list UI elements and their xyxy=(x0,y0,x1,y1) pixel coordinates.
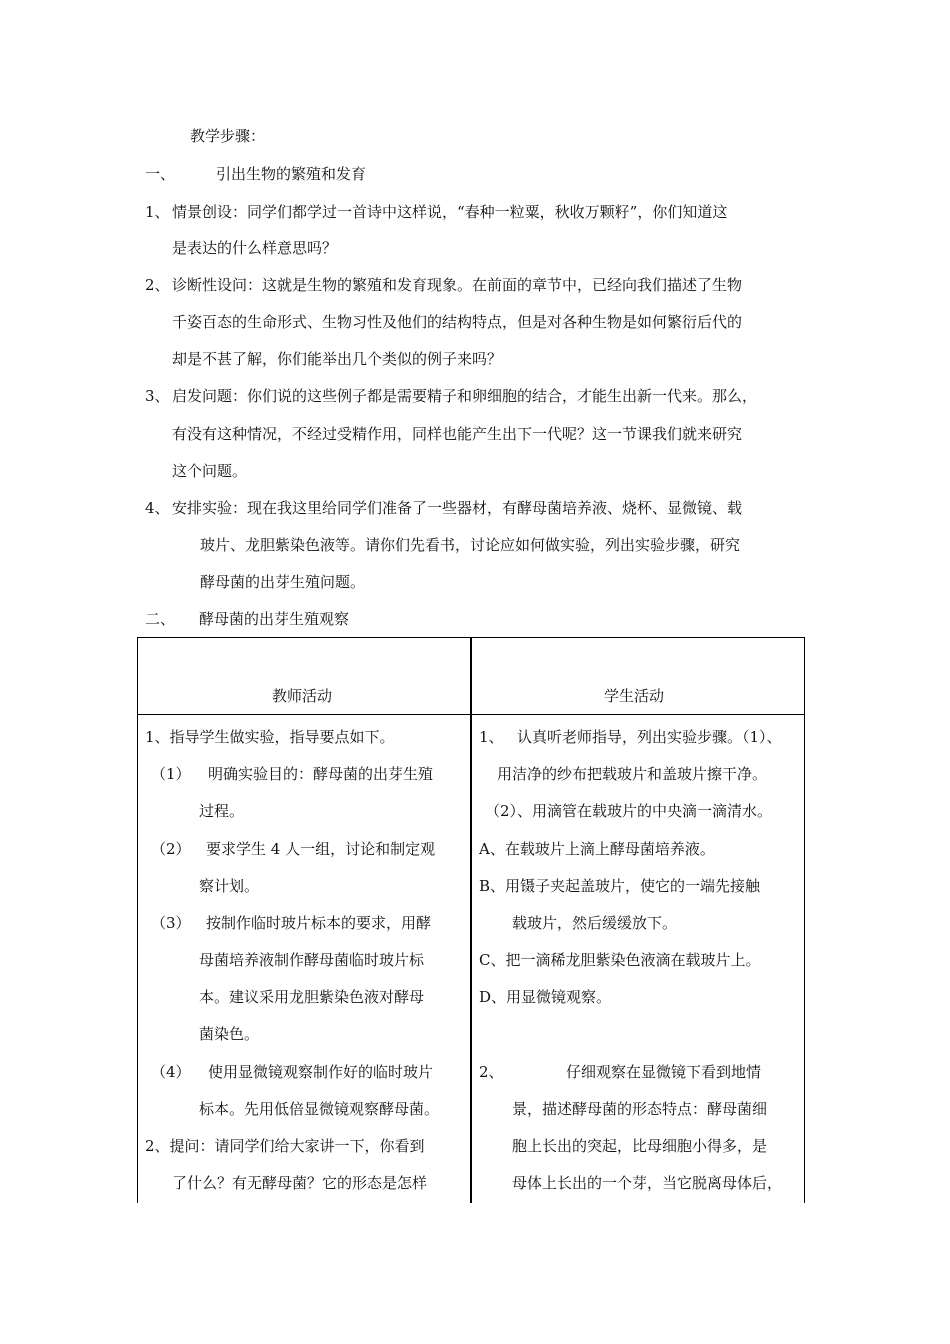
student-step-d: D、用显微镜观察。 xyxy=(479,988,612,1006)
student-step2-line2: 景，描述酵母菌的形态特点：酵母菌细 xyxy=(512,1100,768,1118)
student-step2-line3: 胞上长出的突起，比母细胞小得多，是 xyxy=(512,1137,768,1155)
teacher-question-line2: 了什么？有无酵母菌？它的形态是怎样 xyxy=(172,1174,428,1192)
item1-number: 1、 xyxy=(145,203,170,221)
section1-title: 引出生物的繁殖和发育 xyxy=(216,165,367,183)
teacher-point1-number: （1） xyxy=(151,765,191,783)
teacher-intro: 1、指导学生做实验，指导要点如下。 xyxy=(145,728,395,746)
item3-number: 3、 xyxy=(145,387,170,405)
teacher-point3-number: （3） xyxy=(151,914,191,932)
item2-line3: 却是不甚了解，你们能举出几个类似的例子来吗？ xyxy=(172,350,503,368)
section1-number: 一、 xyxy=(145,165,176,183)
teacher-point3-line4: 菌染色。 xyxy=(199,1025,260,1043)
item4-number: 4、 xyxy=(145,499,170,517)
item4-line1: 安排实验：现在我这里给同学们准备了一些器材，有酵母菌培养液、烧杯、显微镜、载 xyxy=(172,499,743,517)
student-step-c: C、把一滴稀龙胆紫染色液滴在载玻片上。 xyxy=(479,951,761,969)
student-step2-line1: 仔细观察在显微镜下看到地情 xyxy=(566,1063,762,1081)
student-step-b-line2: 载玻片，然后缓缓放下。 xyxy=(512,914,678,932)
teacher-point3-line3: 本。建议采用龙胆紫染色液对酵母 xyxy=(199,988,425,1006)
student-activity-header: 学生活动 xyxy=(604,687,665,705)
student-step1-line2: 用洁净的纱布把载玻片和盖玻片擦干净。 xyxy=(497,765,768,783)
item3-line3: 这个问题。 xyxy=(172,462,248,480)
item4-line2: 玻片、龙胆紫染色液等。请你们先看书，讨论应如何做实验，列出实验步骤，研究 xyxy=(200,536,741,554)
section2-title: 酵母菌的出芽生殖观察 xyxy=(199,610,350,628)
item4-line3: 酵母菌的出芽生殖问题。 xyxy=(200,573,366,591)
student-step-b-line1: B、用镊子夹起盖玻片，使它的一端先接触 xyxy=(479,877,761,895)
teacher-point4-line2: 标本。先用低倍显微镜观察酵母菌。 xyxy=(199,1100,440,1118)
page-heading: 教学步骤： xyxy=(190,127,266,145)
teacher-point2-line2: 察计划。 xyxy=(199,877,260,895)
section2-number: 二、 xyxy=(145,610,176,628)
item1-line1: 情景创设：同学们都学过一首诗中这样说，“春种一粒粟，秋收万颗籽”，你们知道这 xyxy=(172,203,728,221)
item2-line1: 诊断性设问：这就是生物的繁殖和发育现象。在前面的章节中，已经向我们描述了生物 xyxy=(172,276,743,294)
teacher-point1-line1: 明确实验目的：酵母菌的出芽生殖 xyxy=(208,765,434,783)
teacher-point2-line1: 要求学生 4 人一组，讨论和制定观 xyxy=(206,840,436,858)
teacher-point3-line2: 母菌培养液制作酵母菌临时玻片标 xyxy=(199,951,425,969)
item1-line2: 是表达的什么样意思吗？ xyxy=(172,239,338,257)
student-step2-number: 2、 xyxy=(479,1063,504,1081)
item2-number: 2、 xyxy=(145,276,170,294)
item3-line2: 有没有这种情况，不经过受精作用，同样也能产生出下一代呢？这一节课我们就来研究 xyxy=(172,425,743,443)
student-step1-number: 1、 xyxy=(479,728,504,746)
teacher-point4-line1: 使用显微镜观察制作好的临时玻片 xyxy=(208,1063,434,1081)
teacher-question-line1: 2、提问：请同学们给大家讲一下，你看到 xyxy=(145,1137,425,1155)
teacher-point1-line2: 过程。 xyxy=(199,802,245,820)
student-step1-substep2: （2）、用滴管在载玻片的中央滴一滴清水。 xyxy=(485,802,773,820)
item3-line1: 启发问题：你们说的这些例子都是需要精子和卵细胞的结合，才能生出新一代来。那么， xyxy=(172,387,758,405)
student-step1-line1: 认真听老师指导，列出实验步骤。（1）、 xyxy=(517,728,782,746)
teacher-activity-header: 教师活动 xyxy=(272,687,333,705)
student-step-a: A、在载玻片上滴上酵母菌培养液。 xyxy=(479,840,715,858)
table-column-divider xyxy=(470,637,472,1203)
student-step2-line4: 母体上长出的一个芽，当它脱离母体后， xyxy=(512,1174,783,1192)
teacher-point3-line1: 按制作临时玻片标本的要求，用酵 xyxy=(206,914,432,932)
table-header-divider xyxy=(137,714,805,715)
item2-line2: 千姿百态的生命形式、生物习性及他们的结构特点，但是对各种生物是如何繁衍后代的 xyxy=(172,313,743,331)
teacher-point2-number: （2） xyxy=(151,840,191,858)
teacher-point4-number: （4） xyxy=(151,1063,191,1081)
